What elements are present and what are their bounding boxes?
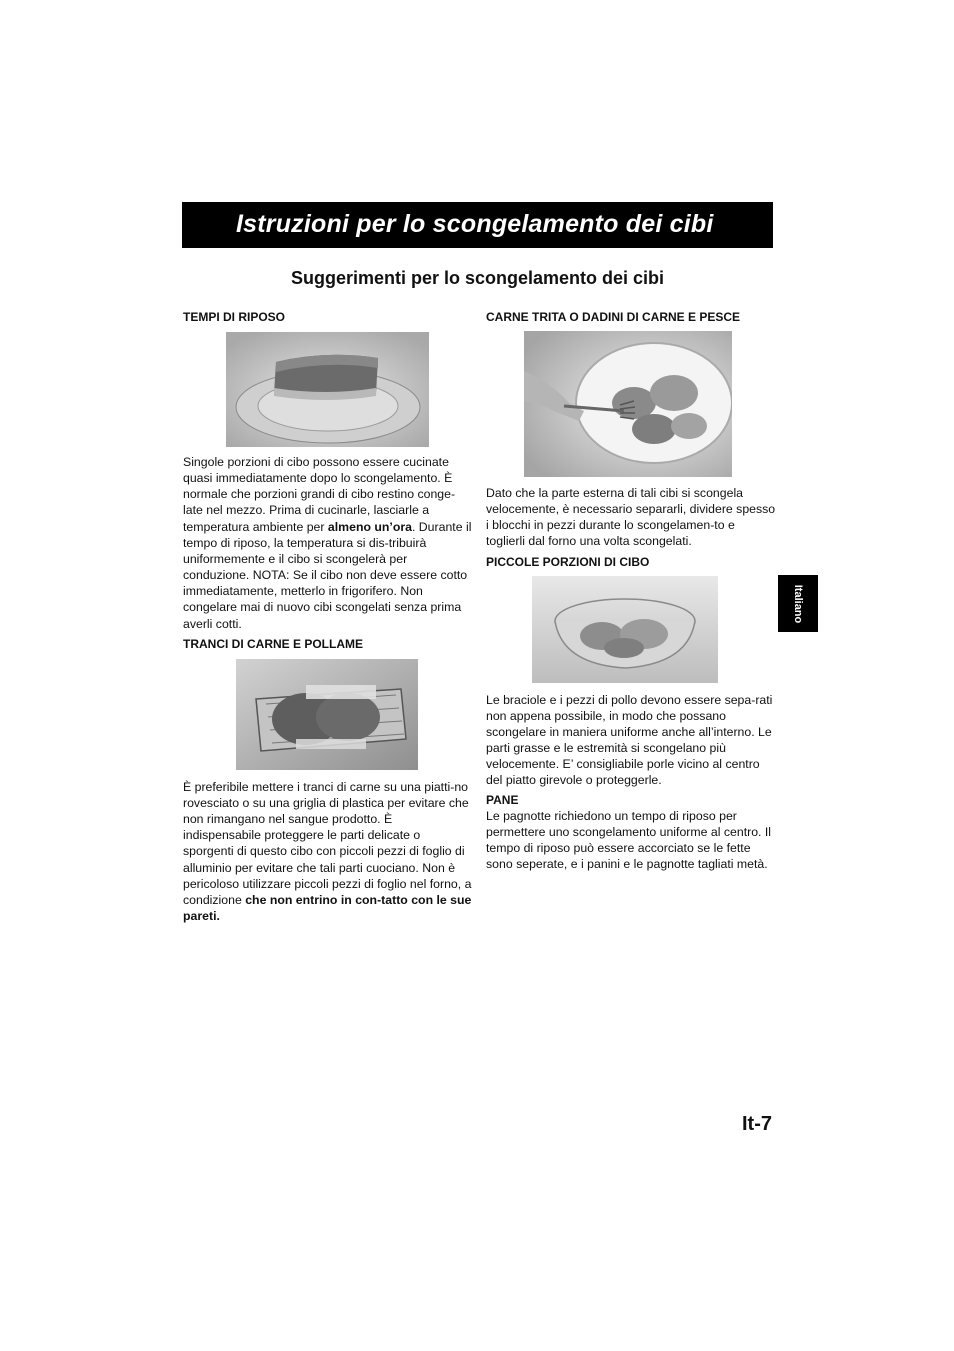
bold-text: che non entrino in con-tatto con le sue pareti. — [183, 892, 472, 923]
language-tab-label: Italiano — [792, 584, 804, 623]
text-segment: Singole porzioni di cibo possono essere cucinate quasi immediatamente dopo lo scongelamento. È normale che porzioni grandi di cibo restino conge-late nel mezzo. Prima di cucinarle, lasciarle a temperatura ambiente per — [183, 455, 456, 534]
title-bar — [182, 202, 773, 248]
right-column — [486, 309, 776, 872]
photo-meat-on-turntable — [226, 332, 429, 447]
page-title: Istruzioni per lo scongelamento dei cibi — [236, 210, 714, 238]
paragraph-bread: Le pagnotte richiedono un tempo di riposo per permettere uno scongelamento uniforme al centro. Il tempo di riposo può essere accorciato se le fette sono seperate, e i panini e le pagnotte tagliati metà. — [486, 808, 772, 872]
heading-meat-poultry: TRANCI DI CARNE E POLLAME — [183, 636, 363, 651]
photo-separating-pieces-fork — [524, 331, 732, 477]
photo-poultry-on-rack — [236, 659, 418, 770]
bold-text: almeno un’ora — [327, 519, 412, 534]
heading-resting-time: TEMPI DI RIPOSO — [183, 310, 286, 324]
text-segment: È preferibile mettere i tranci di carne su una piatti-no rovesciato o su una griglia di plastica per evitare che non rimangano nel sangue prodotto. È indispensabile proteggere le parti delicate o sporgenti di questo cibo con piccoli pezzi di foglio di alluminio per evitare che tali parti cuociano. Non è pericoloso utilizzare piccoli pezzi di foglio nel forno, a condizione — [183, 779, 472, 907]
paragraph-minced-meat-fish: Dato che la parte esterna di tali cibi si scongela velocemente, è necessario separarli, dividere spesso i blocchi in pezzi durante lo scongelamen-to e toglierli dal forno una volta scongelati. — [486, 486, 776, 549]
heading-minced-meat-fish: CARNE TRITA O DADINI DI CARNE E PESCE — [486, 310, 741, 324]
page-number: It-7 — [742, 1113, 772, 1135]
paragraph-resting-time — [183, 454, 473, 632]
paragraph-meat-poultry — [183, 779, 473, 924]
heading-small-portions: PICCOLE PORZIONI DI CIBO — [486, 554, 650, 569]
section-subtitle: Suggerimenti per lo scongelamento dei cibi — [290, 268, 665, 288]
heading-bread: PANE — [486, 792, 519, 807]
photo-chicken-in-glass-dish — [532, 576, 718, 683]
paragraph-small-portions: Le braciole e i pezzi di pollo devono essere sepa-rati non appena possibile, in modo che possano scongelare in maniera uniforme anche all’interno. Le parti grasse e le estremità si scongelano più velocemente. E’ consigliabile porle vicino al centro del piatto girevole o proteggerle. — [486, 692, 773, 788]
language-tab — [778, 575, 818, 632]
left-column — [183, 309, 473, 924]
text-segment: . Durante il tempo di riposo, la temperatura si dis-tribuirà uniformemente e il cibo si scongelerà per conduzione. NOTA: Se il cibo non deve essere cotto immediatamente, metterlo in frigorifero. Non congelare mai di nuovo cibi scongelati senza prima averli cotti. — [183, 519, 472, 631]
